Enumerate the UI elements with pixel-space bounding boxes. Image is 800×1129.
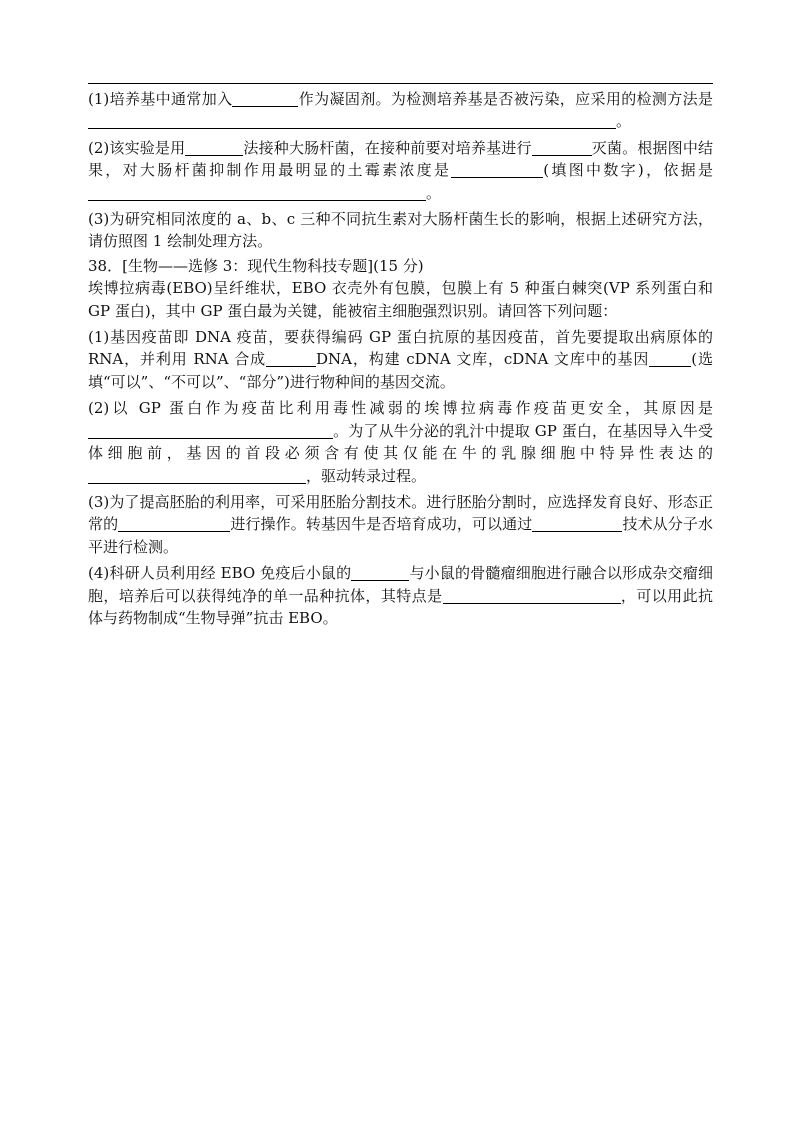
answer-blank[interactable] (118, 515, 230, 532)
paragraph-q37-2 (88, 137, 713, 204)
answer-blank[interactable] (649, 350, 691, 367)
paragraph-q38-3 (88, 491, 713, 558)
paragraph-q38-1 (88, 326, 713, 393)
text-segment: (选填“可以”、“不可以”、“部分”)进行物种间的基因交流。 (88, 350, 713, 391)
paragraph-q37-3 (88, 208, 713, 253)
text-segment: 38．[生物——选修 3：现代生物科技专题](15 分) (88, 256, 424, 275)
text-segment: (填图中数字)，依据是 (543, 161, 713, 180)
text-segment: (1)基因疫苗即 DNA 疫苗，要获得编码 GP 蛋白抗原的基因疫苗，首先要提取出病原体的 RNA，并利用 RNA 合成 (88, 328, 713, 369)
question-text (88, 88, 713, 629)
text-segment: 。 (616, 112, 632, 131)
answer-blank[interactable] (451, 161, 543, 178)
answer-blank[interactable] (88, 184, 426, 201)
text-segment: (2)以 GP 蛋白作为疫苗比利用毒性减弱的埃博拉病毒作疫苗更安全，其原因是 (88, 399, 713, 418)
text-segment: (1)培养基中通常加入 (88, 90, 233, 108)
paragraph-q38-4 (88, 562, 713, 629)
top-rule (88, 83, 713, 84)
answer-blank[interactable] (351, 564, 409, 581)
text-segment: 进行操作。转基因牛是否培育成功，可以通过 (230, 515, 533, 534)
answer-blank[interactable] (88, 112, 616, 129)
answer-blank[interactable] (266, 350, 316, 367)
paragraph-q38-intro (88, 277, 713, 322)
text-segment: 技术从分子水平进行检测。 (88, 515, 713, 556)
text-segment: ，可以用此抗体与药物制成“生物导弹”抗击 EBO。 (88, 586, 713, 627)
answer-blank[interactable] (88, 422, 333, 439)
paragraph-q37-1 (88, 88, 713, 133)
text-segment: 与小鼠的骨髓瘤细胞进行融合以形成杂交瘤细胞，培养后可以获得纯净的单一品种抗体，其特点是 (88, 564, 713, 605)
answer-blank[interactable] (532, 515, 622, 532)
answer-blank[interactable] (185, 139, 243, 156)
text-segment: ，驱动转录过程。 (306, 466, 427, 485)
text-segment: (3)为了提高胚胎的利用率，可采用胚胎分割技术。进行胚胎分割时，应选择发育良好、形态正常的 (88, 492, 713, 534)
text-segment: DNA，构建 cDNA 文库，cDNA 文库中的基因 (316, 350, 650, 369)
text-segment: (4)科研人员利用经 EBO 免疫后小鼠的 (88, 564, 352, 583)
text-segment: 。 (426, 183, 442, 202)
text-segment: 。为了从牛分泌的乳汁中提取 GP 蛋白，在基因导入牛受体细胞前，基因的首段必须含有使其仅能在牛的乳腺细胞中特异性表达的 (88, 421, 713, 463)
answer-blank[interactable] (88, 467, 306, 484)
answer-blank[interactable] (232, 90, 298, 107)
text-segment: 法接种大肠杆菌，在接种前要对培养基进行 (243, 138, 532, 157)
text-segment: 灭菌。根据图中结果，对大肠杆菌抑制作用最明显的土霉素浓度是 (88, 138, 713, 180)
answer-blank[interactable] (443, 587, 621, 604)
paragraph-q38-2 (88, 397, 713, 487)
text-segment: 埃博拉病毒(EBO)呈纤维状，EBO 衣壳外有包膜，包膜上有 5 种蛋白棘突(VP 系列蛋白和 GP 蛋白)，其中 GP 蛋白最为关键，能被宿主细胞强烈识别。请回答下列问题： (88, 279, 713, 320)
text-segment: (3)为研究相同浓度的 a、b、c 三种不同抗生素对大肠杆菌生长的影响，根据上述研究方法，请仿照图 1 绘制处理方法。 (88, 210, 713, 251)
answer-blank[interactable] (532, 139, 592, 156)
text-segment: 作为凝固剂。为检测培养基是否被污染，应采用的检测方法是 (298, 90, 713, 108)
text-segment: (2)该实验是用 (88, 138, 186, 157)
section-heading-q38 (88, 255, 713, 277)
